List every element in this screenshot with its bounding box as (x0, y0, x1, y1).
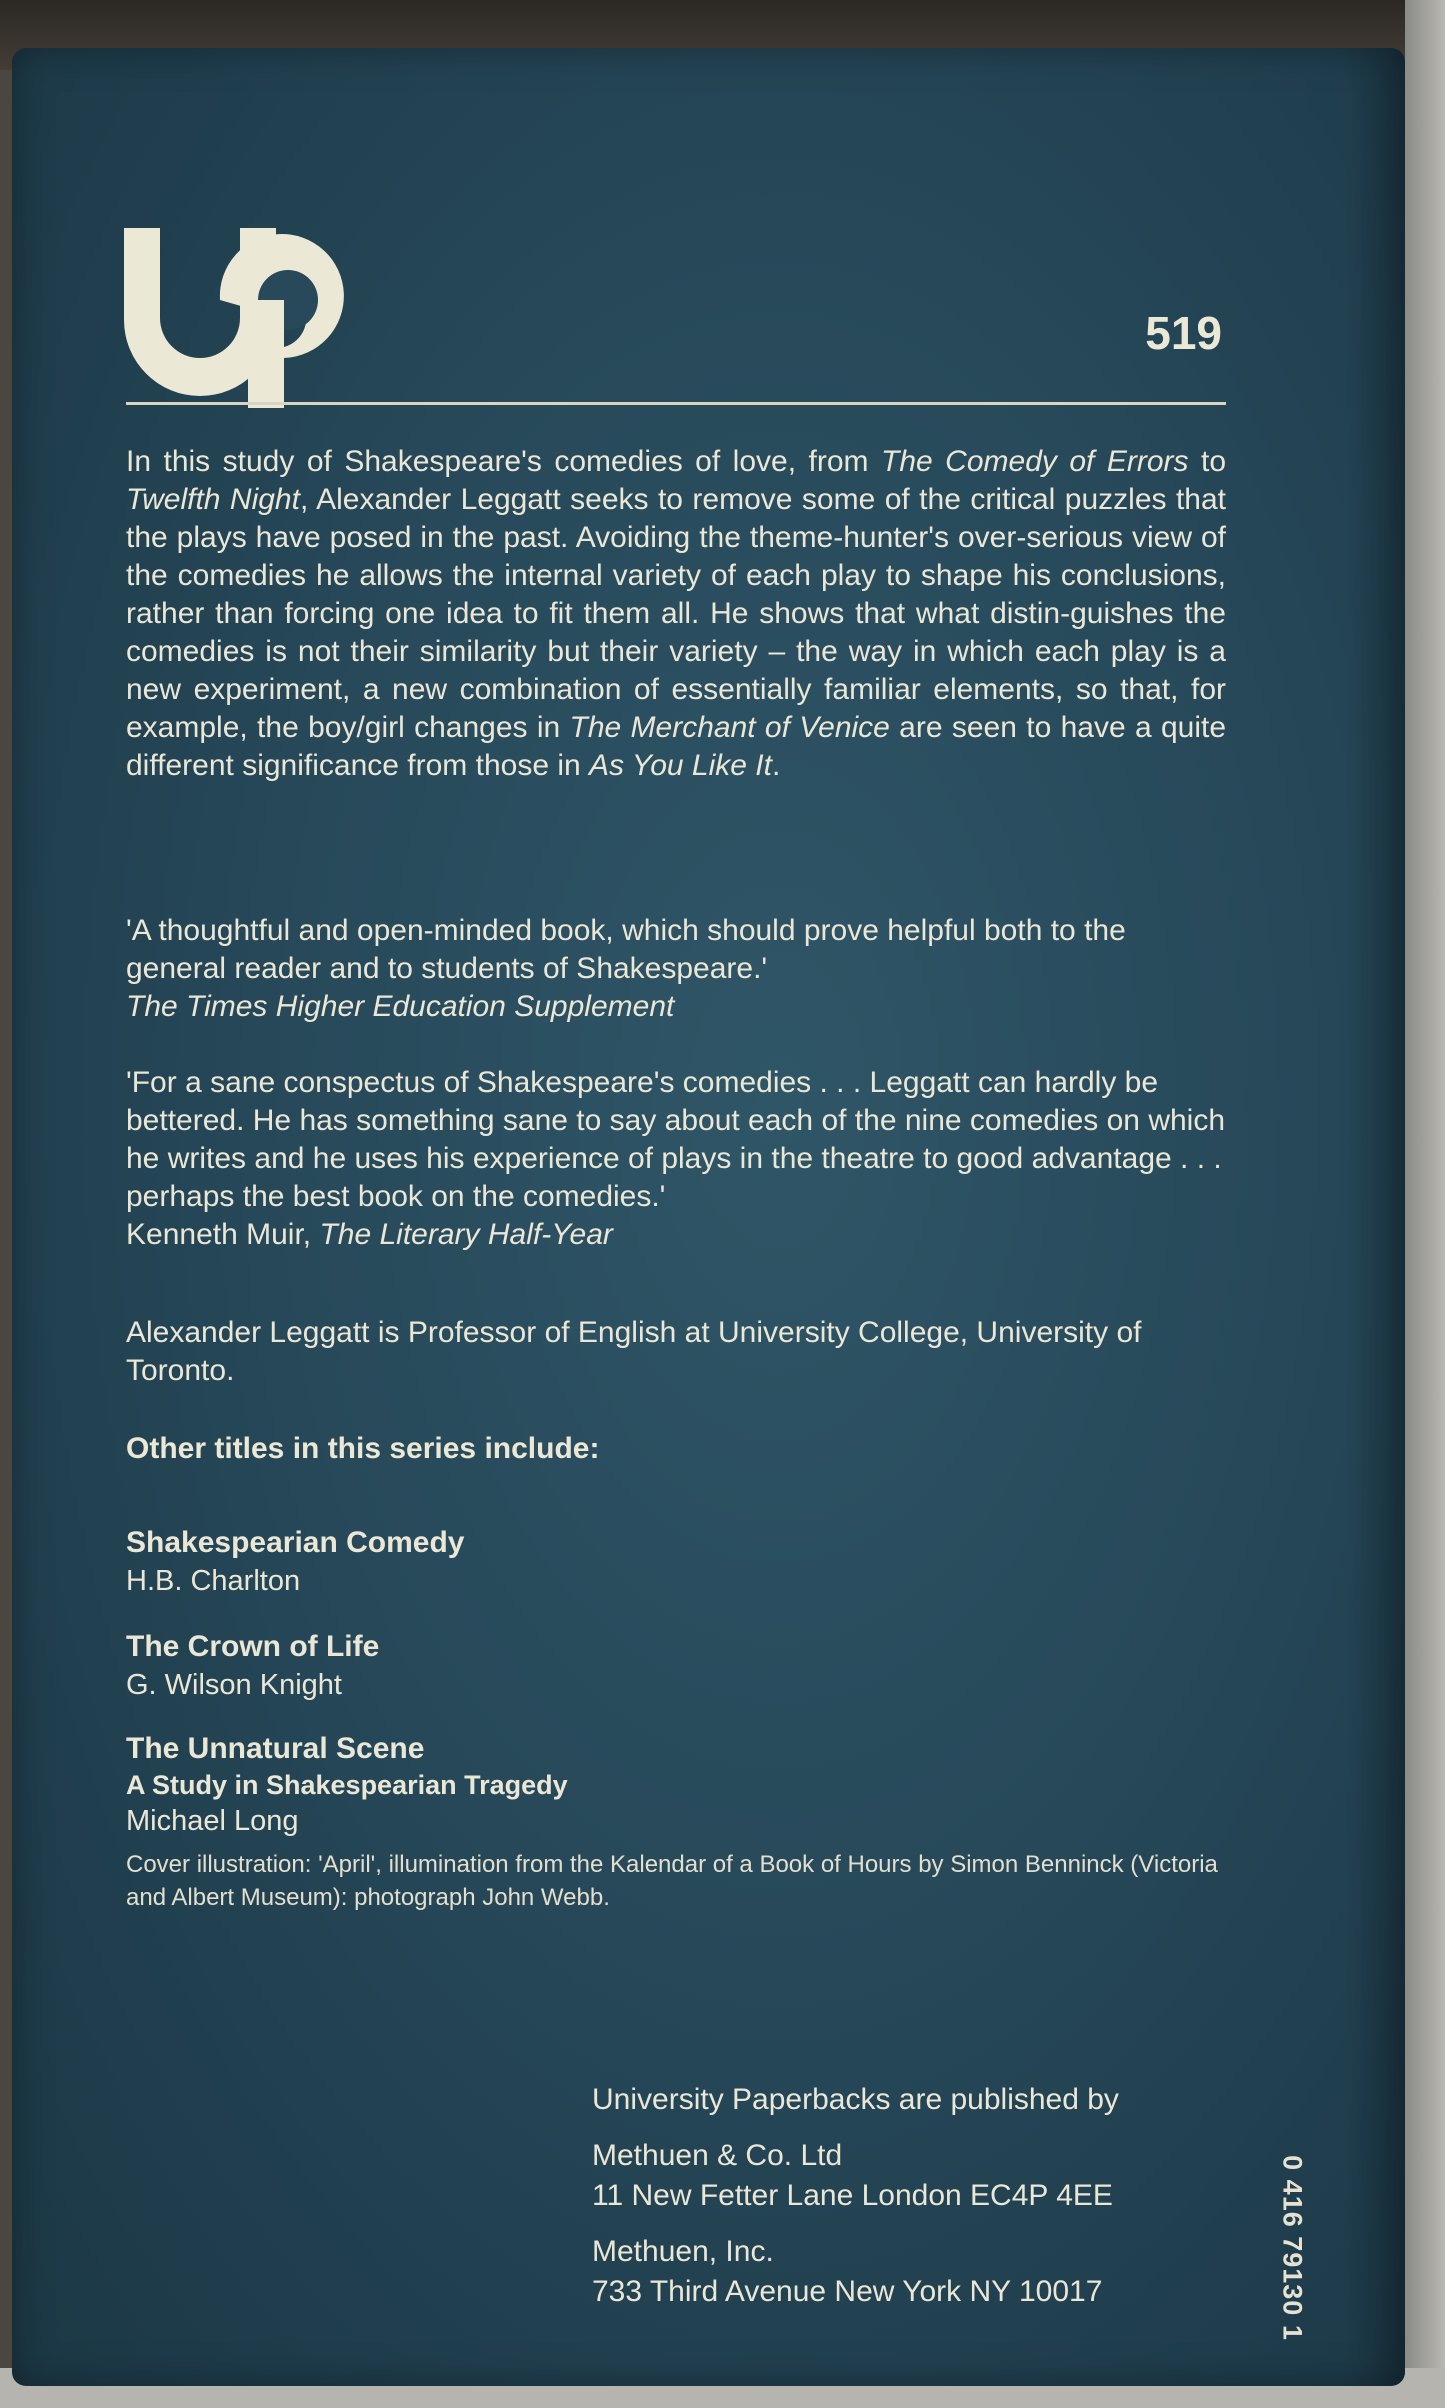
author-bio: Alexander Leggatt is Professor of English at University College, University of Toronto. (126, 1316, 1142, 1387)
blurb-title: Twelfth Night (126, 483, 300, 516)
quote-source-author: Kenneth Muir, (126, 1218, 320, 1251)
divider-rule (126, 402, 1226, 405)
series-title: Shakespearian Comedy (126, 1526, 465, 1559)
publisher-info (592, 2080, 1232, 2312)
blurb-text: , Alexander Leggatt seeks to remove some of the critical puzzles that the plays have posed in the past. Avoiding the theme-hunter's over-serious view of the comedies he allows the internal variety of each play to shape his conclusions, rather than forcing one idea to fit them all. He shows that what distin-guishes the comedies is not their similarity but their variety – the way in which each play is a new experiment, a new combination of essentially familiar elements, so that, for example, the boy/girl changes in (126, 483, 1226, 744)
cover-edge-shadow (1345, 48, 1405, 2386)
series-title-entry (126, 1524, 1026, 1600)
series-author: H.B. Charlton (126, 1565, 301, 1597)
other-titles-heading: Other titles in this series include: (126, 1432, 600, 1465)
publisher-us-name: Methuen, Inc. (592, 2235, 774, 2268)
series-title-entry (126, 1628, 1026, 1704)
series-subtitle: A Study in Shakespearian Tragedy (126, 1770, 568, 1800)
series-title-entry (126, 1730, 1026, 1840)
background-right (1405, 0, 1445, 2408)
series-author: G. Wilson Knight (126, 1669, 342, 1701)
series-author: Michael Long (126, 1805, 299, 1837)
publisher-uk-address: 11 New Fetter Lane London EC4P 4EE (592, 2179, 1113, 2212)
series-title: The Unnatural Scene (126, 1732, 425, 1765)
review-quote (126, 1064, 1226, 1254)
blurb-title: As You Like It (589, 749, 772, 782)
series-number: 519 (1145, 307, 1222, 359)
spacer (592, 2120, 1232, 2136)
quote-source (126, 988, 1226, 1026)
review-quote (126, 912, 1226, 1026)
up-logo-icon (124, 208, 354, 408)
book-blurb (126, 443, 1226, 785)
isbn (1272, 2098, 1312, 2386)
book-back-cover (12, 48, 1405, 2386)
publisher-uk-name: Methuen & Co. Ltd (592, 2139, 843, 2172)
series-title: The Crown of Life (126, 1630, 380, 1663)
quote-source-title: The Literary Half-Year (319, 1218, 613, 1251)
blurb-text: are seen to have a quite different significance from those in (126, 711, 1226, 782)
publisher-intro: University Paperbacks are published by (592, 2083, 1119, 2116)
blurb-text: . (771, 749, 781, 782)
cover-credit: Cover illustration: 'April', illumination from the Kalendar of a Book of Hours by Simon Benninck (Victoria and Albert Museum): photograph John Webb. (126, 1851, 1218, 1911)
publisher-us-address: 733 Third Avenue New York NY 10017 (592, 2275, 1103, 2308)
quote-text: 'A thoughtful and open-minded book, which should prove helpful both to the general reader and to students of Shakespeare.' (126, 914, 1126, 985)
blurb-text: to (1188, 445, 1227, 478)
quote-text: 'For a sane conspectus of Shakespeare's comedies . . . Leggatt can hardly be bettered. He has something sane to say about each of the nine comedies on which he writes and he uses his experience of plays in the theatre to good advantage . . . perhaps the best book on the comedies.' (126, 1066, 1226, 1213)
spacer (592, 2216, 1232, 2232)
isbn-text: 0 416 79130 1 (1277, 2155, 1308, 2341)
blurb-title: The Comedy of Errors (881, 445, 1189, 478)
blurb-text: In this study of Shakespeare's comedies of love, from (126, 445, 881, 478)
quote-source (126, 1216, 1226, 1254)
blurb-title: The Merchant of Venice (569, 711, 890, 744)
quote-source-title: The Times Higher Education Supplement (126, 990, 675, 1023)
